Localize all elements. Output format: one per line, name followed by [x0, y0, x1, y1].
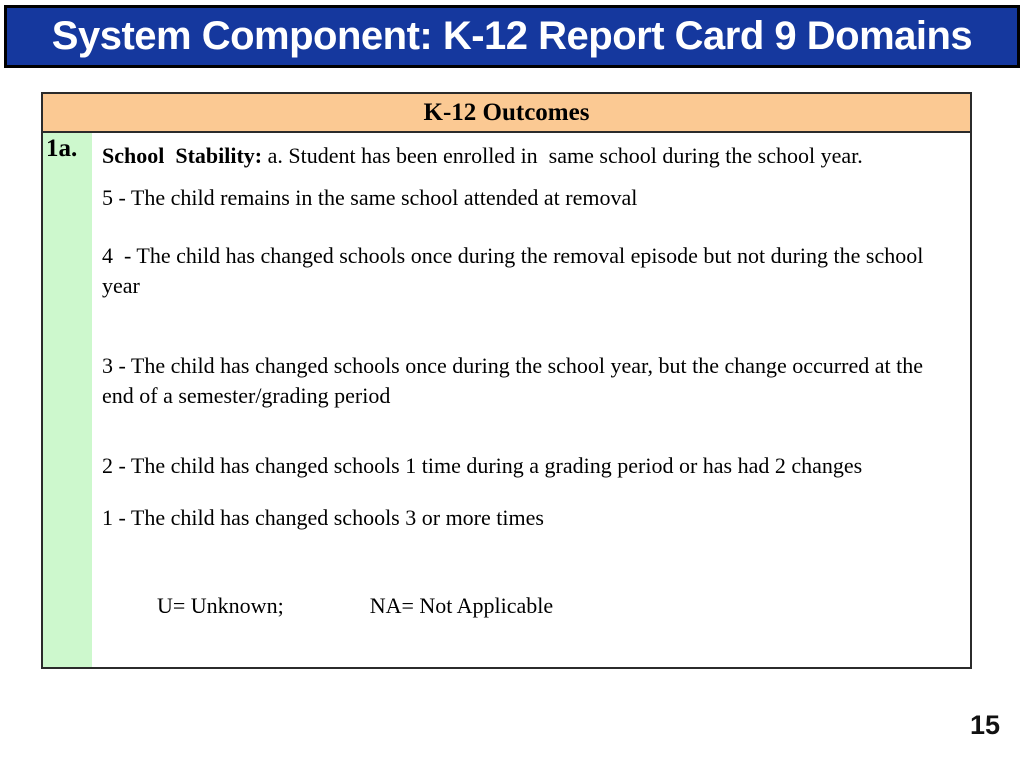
footnote-not-applicable: NA= Not Applicable: [369, 593, 554, 618]
table-header-row: [43, 94, 970, 133]
row-definition-text: a. Student has been enrolled in same school during the school year.: [262, 143, 863, 168]
table-header-title: K-12 Outcomes: [423, 98, 590, 126]
row-term: School Stability:: [102, 143, 263, 168]
row-footnote: [102, 561, 946, 651]
row-label: 1a.: [46, 135, 78, 162]
table-row: [43, 133, 970, 667]
slide-title: System Component: K-12 Report Card 9 Domains: [51, 14, 973, 58]
row-definition: [102, 141, 946, 171]
scale-item-5: 5 - The child remains in the same school attended at removal: [102, 185, 638, 210]
row-label-cell: [43, 133, 92, 667]
scale-item-2: 2 - The child has changed schools 1 time during a grading period or has had 2 changes: [102, 453, 863, 478]
slide-title-bar: [4, 5, 1020, 68]
footnote-unknown: U= Unknown;: [157, 593, 284, 618]
outcomes-table: [41, 92, 972, 669]
row-content-cell: [92, 133, 970, 667]
scale-item-4: 4 - The child has changed schools once during the removal episode but not during the school year: [102, 243, 929, 298]
scale-item-1: 1 - The child has changed schools 3 or more times: [102, 505, 544, 530]
page-number: 15: [969, 710, 1000, 740]
scale-item-3: 3 - The child has changed schools once during the school year, but the change occurred at the end of a semester/grading period: [102, 353, 929, 408]
